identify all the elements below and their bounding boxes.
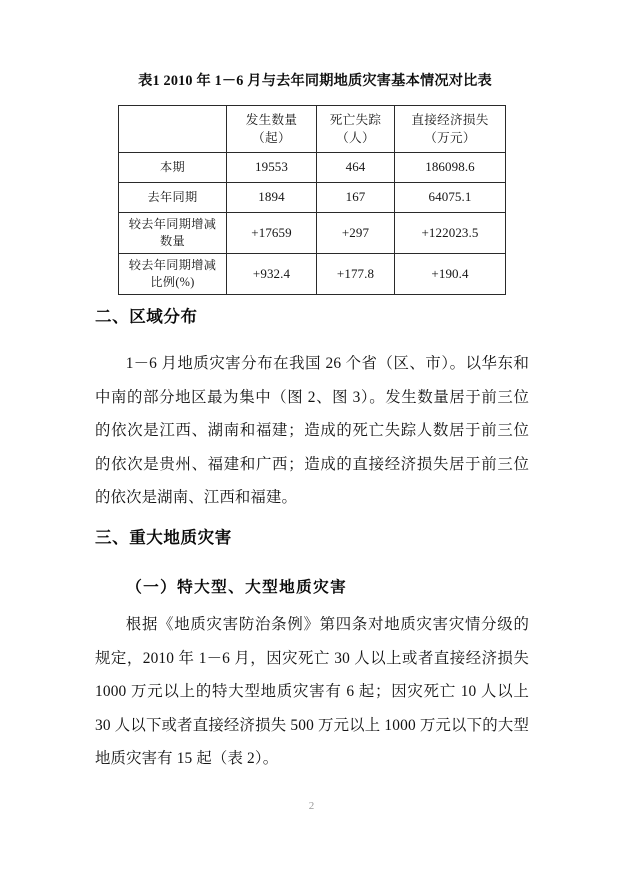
cell-loss-change: +122023.5 <box>395 213 506 254</box>
header-casualties-line2: （人） <box>336 131 375 145</box>
cell-loss-current: 186098.6 <box>395 153 506 183</box>
cell-casualties-percent: +177.8 <box>317 254 395 295</box>
cell-casualties-last-year: 167 <box>317 183 395 213</box>
header-loss-line1: 直接经济损失 <box>411 112 489 127</box>
paragraph-regional-distribution: 1－6 月地质灾害分布在我国 26 个省（区、市）。以华东和中南的部分地区最为集中（图 2、图 3）。发生数量居于前三位的依次是江西、湖南和福建；造成的死亡失踪人数居于前三位的依次是贵州、福建和广西；造成的直接经济损失居于前三位的依次是湖南、江西和福建。 <box>95 355 529 507</box>
page-number: 2 <box>308 800 315 812</box>
row-label-change-percent-line1: 较去年同期增减 <box>128 257 217 272</box>
table-corner-cell <box>119 106 227 153</box>
table-header-casualties <box>317 106 395 153</box>
row-label-current-period: 本期 <box>119 153 227 183</box>
comparison-table <box>118 105 506 295</box>
table-header-economic-loss <box>395 106 506 153</box>
cell-loss-last-year: 64075.1 <box>395 183 506 213</box>
table-caption: 表1 2010 年 1－6 月与去年同期地质灾害基本情况对比表 <box>138 73 492 89</box>
comparison-table-container <box>118 105 505 295</box>
cell-occurrences-change: +17659 <box>227 213 317 254</box>
row-label-last-year: 去年同期 <box>119 183 227 213</box>
row-label-change-percent <box>119 254 227 295</box>
heading-section-three: 三、重大地质灾害 <box>95 528 232 547</box>
header-loss-line2: （万元） <box>424 131 476 145</box>
header-occurrences-line1: 发生数量 <box>245 112 298 127</box>
table-row <box>119 254 506 295</box>
paragraph-major-disasters: 根据《地质灾害防治条例》第四条对地质灾害灾情分级的规定，2010 年 1－6 月，因灾死亡 30 人以上或者直接经济损失 1000 万元以上的特大型地质灾害有 6 起；因灾死亡 10 人以上 30 人以下或者直接经济损失 500 万元以上 1000 万元以下的大型地质灾害有 15 起（表 2）。 <box>95 616 529 768</box>
row-label-change-amount <box>119 213 227 254</box>
table-header-occurrences <box>227 106 317 153</box>
row-label-change-percent-line2: 比例(%) <box>150 275 195 289</box>
cell-loss-percent: +190.4 <box>395 254 506 295</box>
row-label-change-amount-line1: 较去年同期增减 <box>128 216 217 231</box>
table-row <box>119 183 506 213</box>
table-header-row <box>119 106 506 153</box>
cell-casualties-current: 464 <box>317 153 395 183</box>
row-label-change-amount-line2: 数量 <box>160 234 185 248</box>
cell-casualties-change: +297 <box>317 213 395 254</box>
cell-occurrences-last-year: 1894 <box>227 183 317 213</box>
table-row <box>119 213 506 254</box>
header-casualties-line1: 死亡失踪 <box>329 112 382 127</box>
cell-occurrences-current: 19553 <box>227 153 317 183</box>
header-occurrences-line2: （起） <box>252 131 291 145</box>
heading-section-two: 二、区域分布 <box>95 307 198 326</box>
cell-occurrences-percent: +932.4 <box>227 254 317 295</box>
table-row <box>119 153 506 183</box>
heading-subsection-one: （一）特大型、大型地质灾害 <box>126 579 348 596</box>
